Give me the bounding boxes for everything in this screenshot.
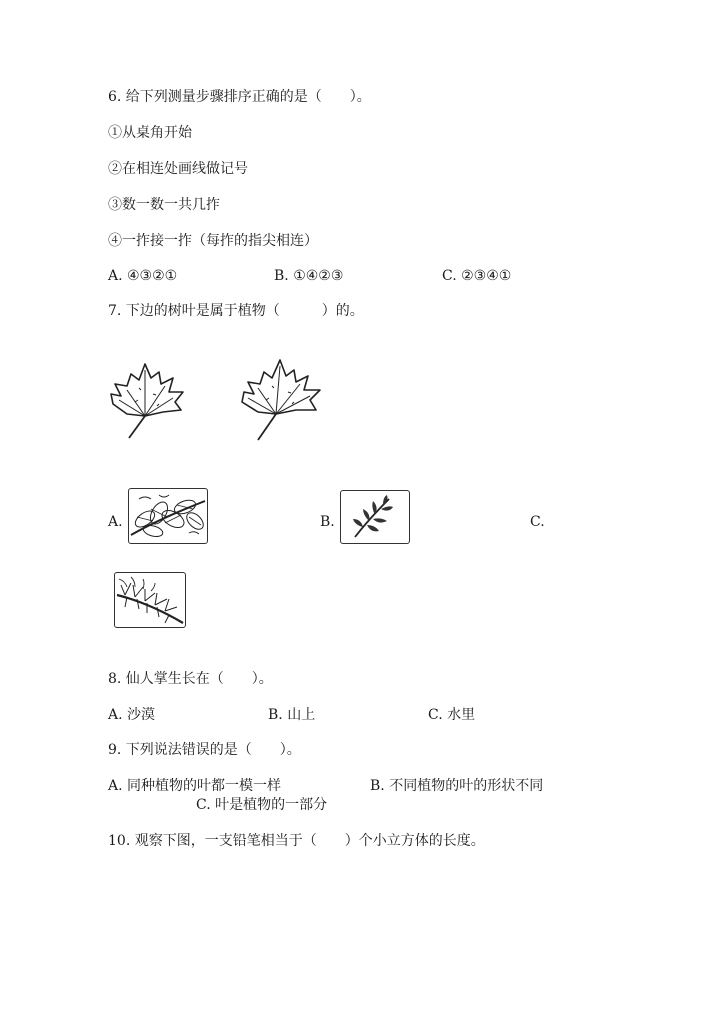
q10-stem: 10. 观察下图，一支铅笔相当于（ ）个小立方体的长度。 — [108, 833, 485, 849]
q6-option-c: C. ②③④① — [442, 268, 512, 284]
q8-option-c: C. 水里 — [428, 707, 476, 723]
q6-option-b: B. ①④②③ — [274, 268, 344, 284]
q6-step-2: ②在相连处画线做记号 — [108, 161, 248, 177]
q6-step-1: ①从桌角开始 — [108, 125, 192, 141]
q9-option-b: B. 不同植物的叶的形状不同 — [370, 778, 544, 794]
q6-step-3: ③数一数一共几拃 — [108, 197, 220, 213]
leafy-branch-icon — [128, 488, 208, 544]
q6-option-a: A. ④③②① — [108, 268, 178, 284]
leafy-stem-icon — [114, 572, 186, 628]
q9-option-c: C. 叶是植物的一部分 — [196, 797, 328, 813]
q9-stem: 9. 下列说法错误的是（ ）。 — [108, 742, 301, 758]
willow-twig-icon — [340, 490, 410, 544]
q7-option-c: C. — [530, 514, 545, 530]
maple-leaf-icon — [105, 358, 189, 442]
q8-option-a: A. 沙漠 — [108, 707, 156, 723]
q7-option-b: B. — [320, 514, 335, 530]
q6-stem: 6. 给下列测量步骤排序正确的是（ ）。 — [108, 89, 371, 105]
q7-stem: 7. 下边的树叶是属于植物（ ）的。 — [108, 303, 364, 319]
q7-option-a: A. — [108, 514, 123, 530]
q8-stem: 8. 仙人掌生长在（ ）。 — [108, 671, 273, 687]
q9-option-a: A. 同种植物的叶都一模一样 — [108, 778, 282, 794]
q8-option-b: B. 山上 — [268, 707, 316, 723]
maple-leaf-icon — [236, 358, 326, 442]
q6-step-4: ④一拃接一拃（每拃的指尖相连） — [108, 233, 318, 249]
